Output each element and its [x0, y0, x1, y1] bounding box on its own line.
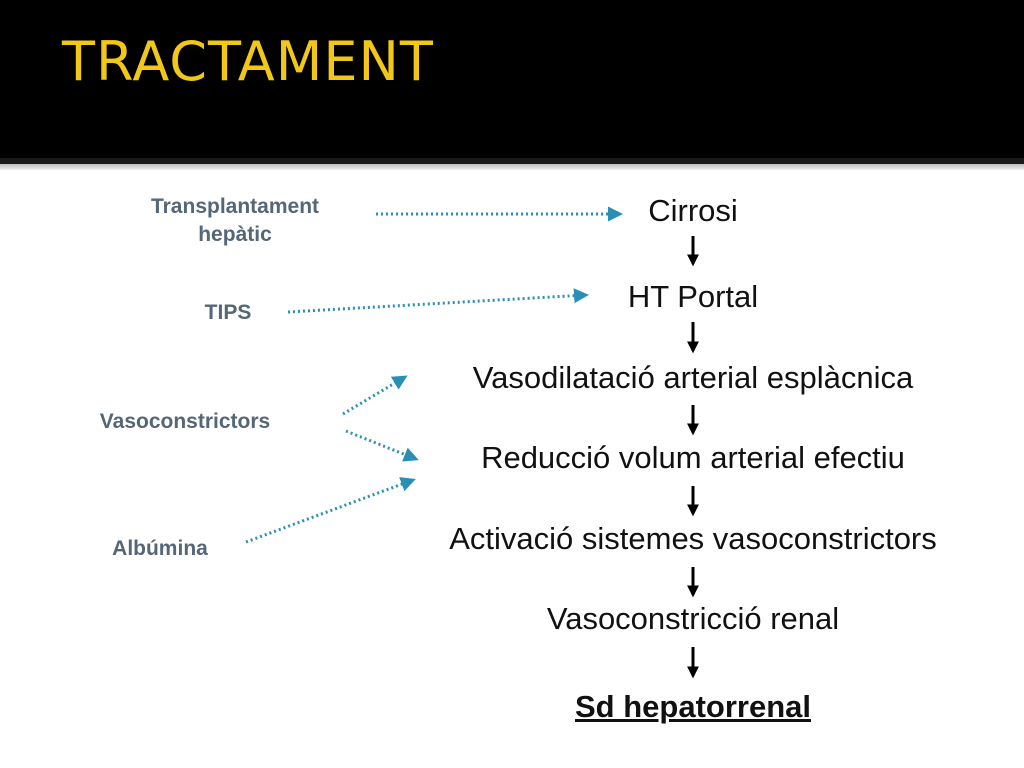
step-activacio-sistemes: Activació sistemes vasoconstrictors: [449, 521, 937, 556]
slide-title: TRACTAMENT: [62, 30, 434, 93]
treatment-tips: TIPS: [204, 301, 252, 324]
treatment-vasoconstrictors: Vasoconstrictors: [99, 410, 271, 433]
step-reduccio-volum: Reducció volum arterial efectiu: [481, 440, 905, 475]
link-tips-ht-portal: [288, 295, 586, 312]
step-cirrosi: Cirrosi: [648, 193, 738, 228]
step-ht-portal: HT Portal: [627, 279, 759, 314]
treatment-transplant-line1: Transplantament: [150, 195, 320, 218]
link-vasoconstrictors-reduccio: [346, 431, 416, 459]
step-sd-hepatorrenal: Sd hepatorrenal: [575, 689, 811, 724]
treatment-transplant-line2: hepàtic: [198, 223, 272, 246]
link-vasoconstrictors-vasodilatacio: [343, 377, 405, 414]
link-albumina-reduccio: [246, 480, 413, 542]
treatment-albumina: Albúmina: [112, 537, 208, 560]
step-vasoconstriccio-renal: Vasoconstricció renal: [546, 601, 840, 636]
step-vasodilatacio: Vasodilatació arterial esplàcnica: [472, 360, 914, 395]
